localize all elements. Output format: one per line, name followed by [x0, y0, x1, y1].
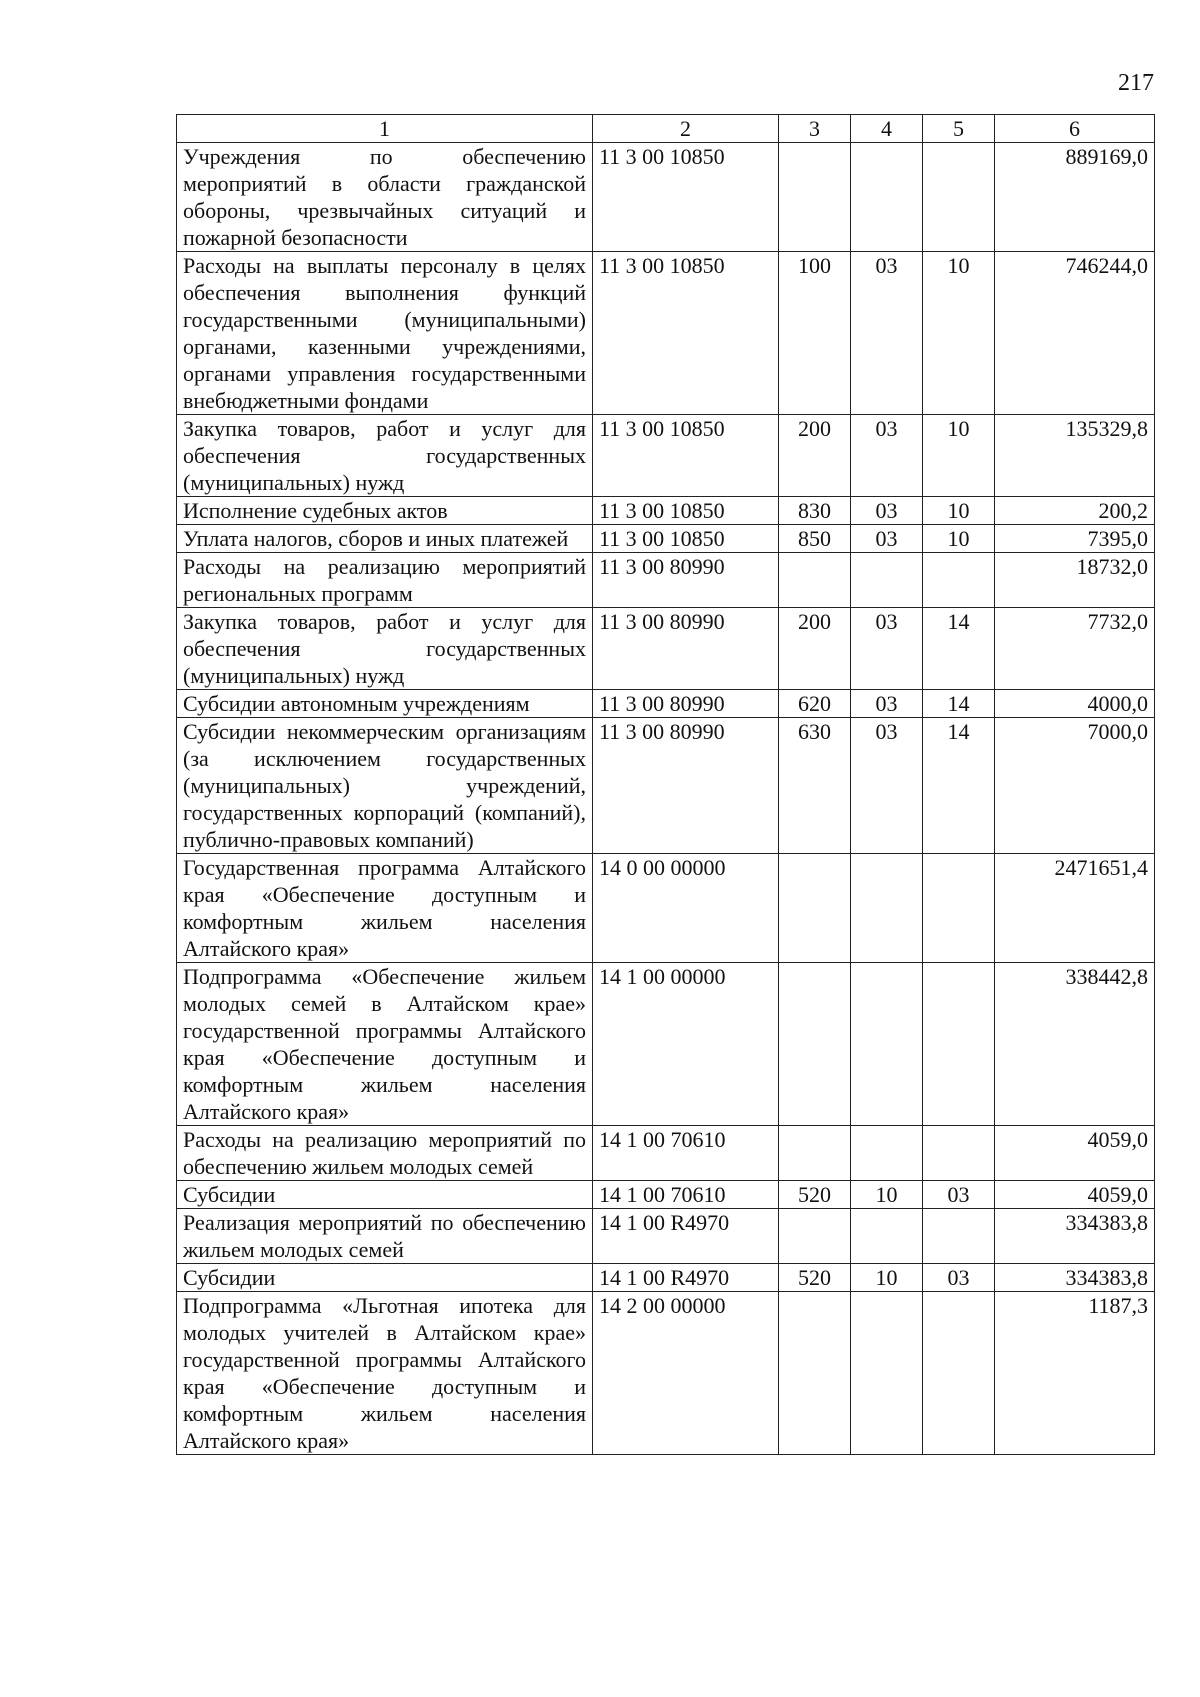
row-col5-cell: [923, 553, 995, 608]
row-amount-cell: 889169,0: [995, 143, 1155, 252]
table-row: [177, 415, 1155, 497]
row-name-cell: Подпрограмма «Льготная ипотека для молодых учителей в Алтайском крае» государственной программы Алтайского края «Обеспечение доступным и комфортным жильем населения Алтайского края»: [177, 1292, 593, 1455]
row-col4-cell: [851, 553, 923, 608]
row-amount-cell: 334383,8: [995, 1209, 1155, 1264]
row-amount-cell: 7732,0: [995, 608, 1155, 690]
row-col3-cell: [779, 1292, 851, 1455]
table-row: [177, 1181, 1155, 1209]
row-name-cell: Субсидии автономным учреждениям: [177, 690, 593, 718]
row-col4-cell: 03: [851, 415, 923, 497]
table-row: [177, 608, 1155, 690]
row-code-cell: 14 1 00 70610: [593, 1126, 779, 1181]
row-col3-cell: 100: [779, 252, 851, 415]
row-name-cell: Подпрограмма «Обеспечение жильем молодых семей в Алтайском крае» государственной программы Алтайского края «Обеспечение доступным и комфортным жильем населения Алтайского края»: [177, 963, 593, 1126]
table-row: [177, 497, 1155, 525]
row-col4-cell: 10: [851, 1264, 923, 1292]
row-amount-cell: 4000,0: [995, 690, 1155, 718]
row-col5-cell: 03: [923, 1264, 995, 1292]
row-col3-cell: 200: [779, 608, 851, 690]
row-code-cell: 14 1 00 R4970: [593, 1264, 779, 1292]
row-name-cell: Субсидии некоммерческим организациям (за исключением государственных (муниципальных) учреждений, государственных корпораций (компаний), публично-правовых компаний): [177, 718, 593, 854]
row-code-cell: 11 3 00 80990: [593, 690, 779, 718]
table-row: [177, 525, 1155, 553]
row-amount-cell: 200,2: [995, 497, 1155, 525]
table-row: [177, 553, 1155, 608]
table-row: [177, 690, 1155, 718]
row-amount-cell: 2471651,4: [995, 854, 1155, 963]
header-row: [177, 115, 1155, 143]
row-amount-cell: 7000,0: [995, 718, 1155, 854]
row-name-cell: Уплата налогов, сборов и иных платежей: [177, 525, 593, 553]
row-col4-cell: [851, 854, 923, 963]
row-col5-cell: 10: [923, 415, 995, 497]
row-col5-cell: [923, 963, 995, 1126]
row-col4-cell: 03: [851, 252, 923, 415]
row-code-cell: 11 3 00 10850: [593, 415, 779, 497]
row-code-cell: 11 3 00 10850: [593, 497, 779, 525]
row-col4-cell: [851, 1292, 923, 1455]
row-col4-cell: 03: [851, 690, 923, 718]
row-col5-cell: 14: [923, 718, 995, 854]
budget-table: [176, 114, 1155, 1455]
row-code-cell: 11 3 00 80990: [593, 553, 779, 608]
table-row: [177, 854, 1155, 963]
row-col4-cell: [851, 1126, 923, 1181]
row-col4-cell: [851, 143, 923, 252]
row-col3-cell: 520: [779, 1264, 851, 1292]
table-header: [177, 115, 1155, 143]
header-col-6: 6: [995, 115, 1155, 143]
row-col5-cell: 03: [923, 1181, 995, 1209]
row-col3-cell: 850: [779, 525, 851, 553]
row-name-cell: Субсидии: [177, 1264, 593, 1292]
row-col5-cell: [923, 1292, 995, 1455]
row-col5-cell: 10: [923, 497, 995, 525]
row-col4-cell: 03: [851, 608, 923, 690]
row-name-cell: Расходы на реализацию мероприятий по обеспечению жильем молодых семей: [177, 1126, 593, 1181]
row-code-cell: 14 1 00 R4970: [593, 1209, 779, 1264]
row-col5-cell: [923, 854, 995, 963]
table-row: [177, 1292, 1155, 1455]
row-col3-cell: [779, 854, 851, 963]
page-number: 217: [1118, 70, 1154, 96]
row-name-cell: Закупка товаров, работ и услуг для обеспечения государственных (муниципальных) нужд: [177, 415, 593, 497]
row-col4-cell: 10: [851, 1181, 923, 1209]
table-row: [177, 963, 1155, 1126]
row-col4-cell: 03: [851, 497, 923, 525]
row-col5-cell: [923, 143, 995, 252]
table-row: [177, 1264, 1155, 1292]
row-code-cell: 14 1 00 70610: [593, 1181, 779, 1209]
row-amount-cell: 338442,8: [995, 963, 1155, 1126]
header-col-2: 2: [593, 115, 779, 143]
row-amount-cell: 7395,0: [995, 525, 1155, 553]
row-col3-cell: [779, 143, 851, 252]
row-col5-cell: 14: [923, 608, 995, 690]
row-name-cell: Расходы на выплаты персоналу в целях обеспечения выполнения функций государственными (муниципальными) органами, казенными учреждениями, органами управления государственными внебюджетными фондами: [177, 252, 593, 415]
row-code-cell: 14 2 00 00000: [593, 1292, 779, 1455]
row-amount-cell: 334383,8: [995, 1264, 1155, 1292]
row-name-cell: Государственная программа Алтайского края «Обеспечение доступным и комфортным жильем населения Алтайского края»: [177, 854, 593, 963]
row-col4-cell: 03: [851, 718, 923, 854]
row-col3-cell: 830: [779, 497, 851, 525]
row-amount-cell: 4059,0: [995, 1126, 1155, 1181]
row-col4-cell: [851, 963, 923, 1126]
row-code-cell: 11 3 00 80990: [593, 718, 779, 854]
table-body: [177, 143, 1155, 1455]
row-col3-cell: [779, 553, 851, 608]
header-col-3: 3: [779, 115, 851, 143]
row-name-cell: Закупка товаров, работ и услуг для обеспечения государственных (муниципальных) нужд: [177, 608, 593, 690]
row-code-cell: 11 3 00 10850: [593, 525, 779, 553]
header-col-4: 4: [851, 115, 923, 143]
header-col-5: 5: [923, 115, 995, 143]
row-col3-cell: [779, 1209, 851, 1264]
row-col5-cell: 14: [923, 690, 995, 718]
row-amount-cell: 4059,0: [995, 1181, 1155, 1209]
row-amount-cell: 135329,8: [995, 415, 1155, 497]
row-code-cell: 11 3 00 80990: [593, 608, 779, 690]
table-row: [177, 718, 1155, 854]
row-name-cell: Субсидии: [177, 1181, 593, 1209]
row-col5-cell: 10: [923, 252, 995, 415]
row-col3-cell: 620: [779, 690, 851, 718]
row-col5-cell: 10: [923, 525, 995, 553]
row-col4-cell: 03: [851, 525, 923, 553]
table-row: [177, 252, 1155, 415]
table-row: [177, 143, 1155, 252]
row-name-cell: Учреждения по обеспечению мероприятий в области гражданской обороны, чрезвычайных ситуаций и пожарной безопасности: [177, 143, 593, 252]
row-name-cell: Расходы на реализацию мероприятий региональных программ: [177, 553, 593, 608]
table-row: [177, 1209, 1155, 1264]
row-code-cell: 14 0 00 00000: [593, 854, 779, 963]
row-name-cell: Исполнение судебных актов: [177, 497, 593, 525]
row-col3-cell: [779, 1126, 851, 1181]
header-col-1: 1: [177, 115, 593, 143]
row-col3-cell: 520: [779, 1181, 851, 1209]
row-amount-cell: 746244,0: [995, 252, 1155, 415]
row-code-cell: 14 1 00 00000: [593, 963, 779, 1126]
row-amount-cell: 18732,0: [995, 553, 1155, 608]
row-amount-cell: 1187,3: [995, 1292, 1155, 1455]
row-col3-cell: 200: [779, 415, 851, 497]
row-col3-cell: [779, 963, 851, 1126]
row-col5-cell: [923, 1126, 995, 1181]
table-row: [177, 1126, 1155, 1181]
row-col5-cell: [923, 1209, 995, 1264]
row-name-cell: Реализация мероприятий по обеспечению жильем молодых семей: [177, 1209, 593, 1264]
row-col4-cell: [851, 1209, 923, 1264]
row-col3-cell: 630: [779, 718, 851, 854]
row-code-cell: 11 3 00 10850: [593, 143, 779, 252]
row-code-cell: 11 3 00 10850: [593, 252, 779, 415]
